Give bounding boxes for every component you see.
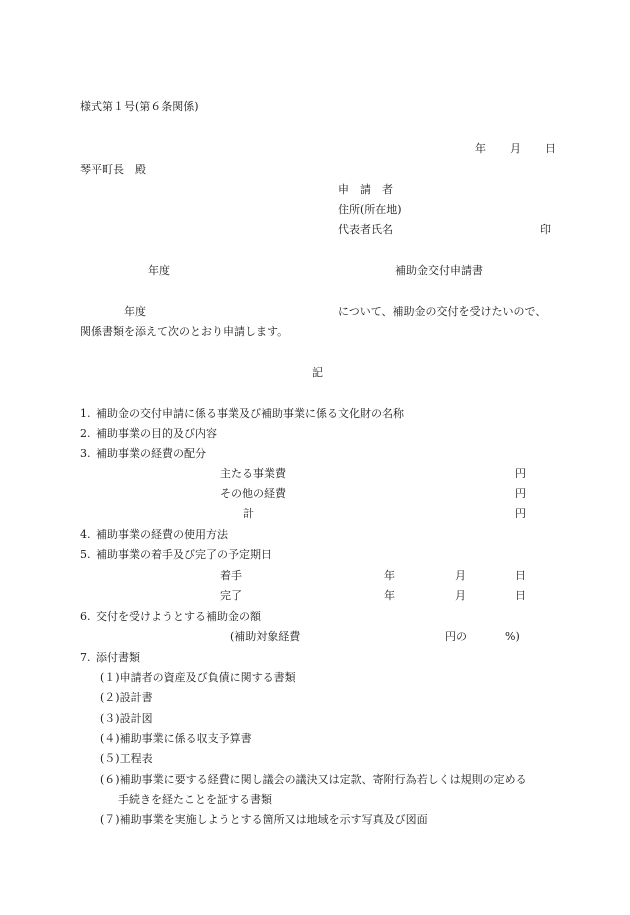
schedule-start-month: 月 bbox=[455, 569, 466, 582]
attachment-item: (４)補助事業に係る収支予算書 bbox=[100, 732, 252, 745]
cost-other-yen: 円 bbox=[515, 487, 526, 500]
item-text: 補助事業の経費の配分 bbox=[96, 447, 206, 460]
item-number: 7. bbox=[80, 651, 91, 664]
item-number: 2. bbox=[80, 427, 91, 440]
cost-total-label: 計 bbox=[243, 507, 254, 520]
applicant-label: 申 請 者 bbox=[338, 183, 393, 196]
attachment-item: (５)工程表 bbox=[100, 752, 153, 765]
addressee: 琴平町長 殿 bbox=[80, 163, 146, 176]
ki-heading: 記 bbox=[312, 366, 323, 379]
cost-total-yen: 円 bbox=[515, 507, 526, 520]
item-text: 補助事業の目的及び内容 bbox=[96, 427, 217, 440]
subsidy-base-label: (補助対象経費 bbox=[230, 630, 301, 643]
body-text-line1: について、補助金の交付を受けたいので、 bbox=[338, 305, 547, 318]
item-text: 補助事業の着手及び完了の予定期日 bbox=[96, 548, 272, 561]
attachment-item: (１)申請者の資産及び負債に関する書類 bbox=[100, 671, 296, 684]
item-number: 6. bbox=[80, 610, 91, 623]
item-number: 4. bbox=[80, 528, 91, 541]
cost-other-label: その他の経費 bbox=[220, 487, 286, 500]
cost-main-yen: 円 bbox=[515, 467, 526, 480]
schedule-complete-label: 完了 bbox=[220, 589, 242, 602]
schedule-complete-month: 月 bbox=[455, 589, 466, 602]
schedule-complete-day: 日 bbox=[515, 589, 526, 602]
date-month: 月 bbox=[510, 142, 521, 155]
item-text: 補助金の交付申請に係る事業及び補助事業に係る文化財の名称 bbox=[96, 407, 404, 420]
title-fiscal-year: 年度 bbox=[148, 264, 170, 277]
seal-mark: 印 bbox=[540, 223, 551, 236]
subsidy-percent-label: %) bbox=[505, 630, 520, 643]
date-year: 年 bbox=[475, 142, 486, 155]
applicant-address-label: 住所(所在地) bbox=[338, 203, 402, 216]
schedule-complete-year: 年 bbox=[384, 589, 395, 602]
schedule-start-label: 着手 bbox=[220, 569, 242, 582]
attachment-item: (６)補助事業に要する経費に関し議会の議決又は定款、寄附行為若しくは規則の定める bbox=[100, 773, 527, 786]
cost-main-label: 主たる事業費 bbox=[220, 467, 286, 480]
body-fiscal-year: 年度 bbox=[124, 305, 146, 318]
attachment-item-continuation: 手続きを経たことを証する書類 bbox=[118, 793, 272, 806]
form-number: 様式第１号(第６条関係) bbox=[80, 100, 199, 113]
attachment-item: (７)補助事業を実施しようとする箇所又は地域を示す写真及び図面 bbox=[100, 813, 428, 826]
item-text: 添付書類 bbox=[96, 651, 140, 664]
item-text: 交付を受けようとする補助金の額 bbox=[96, 610, 261, 623]
item-number: 1. bbox=[80, 407, 91, 420]
item-text: 補助事業の経費の使用方法 bbox=[96, 528, 228, 541]
attachment-item: (３)設計図 bbox=[100, 712, 153, 725]
item-number: 3. bbox=[80, 447, 91, 460]
document-title: 補助金交付申請書 bbox=[395, 264, 483, 277]
body-text-line2: 関係書類を添えて次のとおり申請します。 bbox=[80, 325, 289, 338]
item-number: 5. bbox=[80, 548, 91, 561]
schedule-start-year: 年 bbox=[384, 569, 395, 582]
attachment-item: (２)設計書 bbox=[100, 691, 153, 704]
date-day: 日 bbox=[545, 142, 556, 155]
applicant-representative-label: 代表者氏名 bbox=[338, 223, 393, 236]
subsidy-yen-label: 円の bbox=[445, 630, 467, 643]
schedule-start-day: 日 bbox=[515, 569, 526, 582]
